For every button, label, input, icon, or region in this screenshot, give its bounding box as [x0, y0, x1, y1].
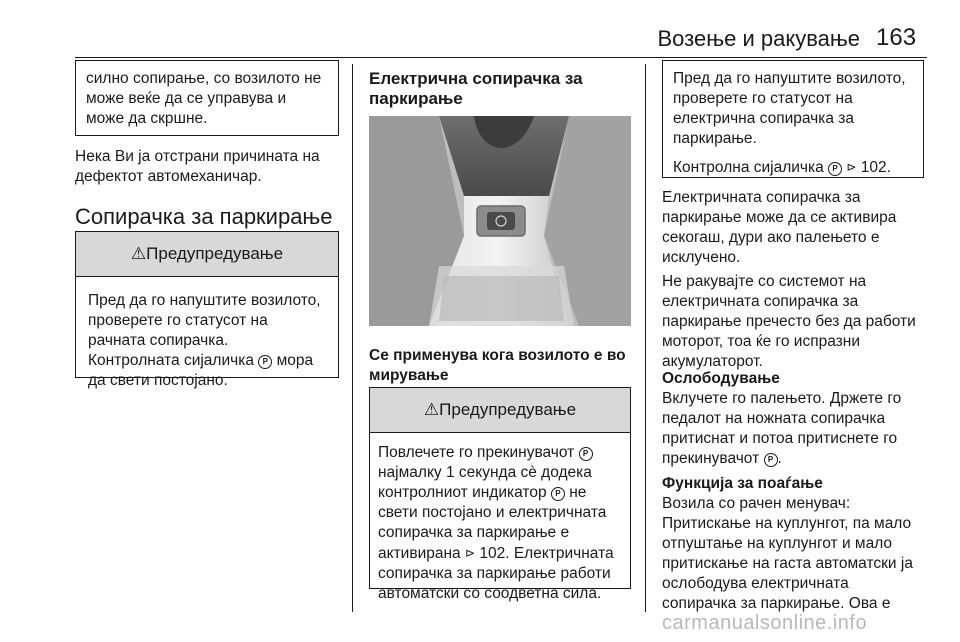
column-rule-2	[645, 64, 646, 612]
continued-warning-text: Пред да го напуштите возилото, проверете го статусот на електрична сопирачка за паркирање.	[673, 70, 906, 147]
paragraph: Електричната сопирачка за паркирање може да се активира секогаш, дури ако палењето е исклучено.	[662, 189, 897, 266]
continued-warning-box	[75, 60, 339, 136]
parking-brake-icon: P	[764, 453, 778, 467]
warning-text	[378, 443, 622, 604]
parking-brake-console-photo	[369, 116, 631, 326]
section-heading: Сопирачка за паркирање	[75, 204, 333, 229]
header-rule	[75, 57, 927, 58]
paragraph: Не ракувајте со системот на електричната сопирачка за паркирање пречесто без да работи моторот, тоа ќе го испразни акумулаторот.	[662, 273, 916, 370]
subheading-line: мирување	[369, 367, 449, 384]
paragraph-drive-away: Возила со рачен менувач: Притискање на куплунгот, па мало отпуштање на куплунгот и мало притискање на гаста автоматски ја ослободува електричната сопирачка за паркирање. Ова е	[662, 495, 913, 612]
section-heading-line: паркирање	[369, 89, 463, 108]
paragraph-release	[662, 389, 924, 469]
warning-text-lamp	[88, 351, 326, 391]
warning-header	[370, 388, 630, 433]
warning-text-part: Повлечете го прекинувачот	[378, 444, 575, 461]
warning-text: Пред да го напуштите возилото, проверете го статусот на рачната сопирачка.	[88, 292, 321, 349]
warning-box	[75, 231, 339, 389]
console-illustration	[369, 116, 631, 326]
page-reference-icon: ⊳	[464, 546, 476, 560]
warning-text-part: не свети постојано и електричната сопирачка за паркирање е активирана	[378, 484, 607, 562]
running-header: Возење и ракување	[657, 26, 860, 51]
warning-text-part: 102. Електричната сопирачка за паркирање работи автоматски со соодветна сила.	[378, 545, 614, 602]
parking-brake-icon: P	[828, 162, 842, 176]
warning-body	[370, 433, 630, 614]
warning-icon: ⚠	[130, 244, 147, 263]
release-text-end: .	[777, 450, 782, 467]
warning-box	[369, 387, 631, 602]
parking-brake-icon: P	[551, 487, 565, 501]
continued-warning-box	[662, 60, 924, 178]
column-rule-1	[352, 64, 353, 612]
release-text: Вклучете го палењето. Држете го педалот на ножната сопирачка притиснат и потоа притиснете го прекинувачот	[662, 390, 902, 467]
warning-body	[76, 277, 338, 401]
page-reference: 102.	[860, 159, 891, 176]
continued-warning-lamp	[673, 157, 913, 178]
warning-icon: ⚠	[423, 400, 440, 419]
watermark: carmanualsonline.info	[662, 612, 868, 634]
section-heading-line: Електрична сопирачка за	[369, 69, 583, 88]
parking-brake-icon: P	[258, 355, 272, 369]
paragraph: Нека Ви ја отстрани причината на дефектот автомеханичар.	[75, 148, 320, 185]
page-reference-icon: ⊳	[846, 160, 857, 174]
warning-text-part: Контролната сијаличка	[88, 352, 254, 369]
subheading-line: Се применува кога возилото е во	[369, 347, 626, 364]
section-heading	[369, 69, 631, 109]
warning-text-part: најмалку 1 секунда сè додека контролниот индикатор	[378, 464, 592, 501]
warning-text-part: мора да свети постојано.	[88, 352, 314, 389]
warning-header	[76, 232, 338, 277]
subheading-drive-away: Функција за поаѓање	[662, 475, 823, 492]
subheading	[369, 346, 631, 386]
subheading-release: Ослободување	[662, 370, 780, 387]
page-number: 163	[876, 24, 917, 51]
continued-warning-text: силно сопирање, со возилото не може веќе да се управува и може да скршне.	[86, 70, 322, 127]
parking-brake-icon: P	[579, 447, 593, 461]
lamp-text: Контролна сијаличка	[673, 159, 824, 176]
warning-title: Предупредување	[146, 244, 284, 263]
warning-title: Предупредување	[439, 400, 577, 419]
